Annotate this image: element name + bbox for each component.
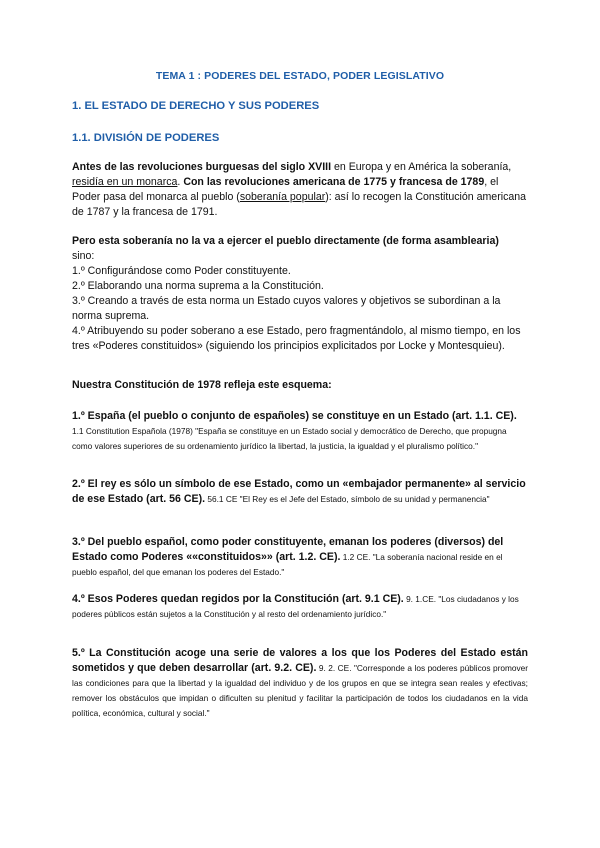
intro-text-1: en Europa y en América la soberanía, [331,161,512,173]
section-heading: 1. EL ESTADO DE DERECHO Y SUS PODERES [72,100,320,112]
list-item: 2.º Elaborando una norma suprema a la Constitución. [72,280,324,292]
list-item: 4.º Atribuyendo su poder soberano a ese Estado, pero fragmentándolo, al mismo tiempo, en los tres «Poderes constituidos» (siguiendo los principios explicitados por Locke y Montesquieu). [72,325,521,352]
intro-bold-2: Con las revoluciones americana de 1775 y francesa de 1789 [183,176,485,188]
intro-underline-1: residía en un monarca [72,176,178,188]
list-item: 3.º Creando a través de esta norma un Estado cuyos valores y objetivos se subordinan a la norma suprema. [72,295,501,322]
point-4-bold: 4.º Esos Poderes quedan regidos por la Constitución (art. 9.1 CE). [72,593,404,605]
point-1-quote: 1.1 Constitution Española (1978) "España se constituye en un Estado social y democrático de Derecho, que propugna como valores superiores de su ordenamiento jurídico la libertad, la justicia, la igualdad y el pluralismo político." [72,426,507,451]
intro-text-3: , el Poder pasa del monarca al pueblo ( [72,176,499,203]
point-4 [72,592,528,622]
paragraph-intro [72,160,528,220]
paragraph-scheme [72,378,528,393]
point-5 [72,646,528,721]
point-2-bold: 2.º El rey es sólo un símbolo de ese Estado, como un «embajador permanente» al servicio de ese Estado (art. 56 CE). [72,478,526,505]
sovereignty-sino: sino: [72,250,95,262]
intro-underline-2: soberanía popular [239,191,326,203]
paragraph-sovereignty [72,234,528,354]
point-3-quote: 1.2 CE. "La soberanía nacional reside en el pueblo español, del que emanan los poderes del Estado." [72,552,503,577]
document-title: TEMA 1 : PODERES DEL ESTADO, PODER LEGISLATIVO [155,70,445,82]
point-5-quote: 9. 2. CE. "Corresponde a los poderes públicos promover las condiciones para que la libertad y la igualdad del individuo y de los grupos en que se integra sean reales y efectivas; remover los obstáculos que impidan o dificulten su plenitud y facilitar la participación de todos los ciudadanos en la vida política, económica, cultural y social." [72,663,529,718]
sovereignty-lead: Pero esta soberanía no la va a ejercer el pueblo directamente (de forma asamblearia) [72,235,499,247]
list-item: 1.º Configurándose como Poder constituyente. [72,265,291,277]
scheme-bold: Nuestra Constitución de 1978 refleja este esquema: [72,379,332,391]
point-2-quote: 56.1 CE "El Rey es el Jefe del Estado, símbolo de su unidad y permanencia" [205,494,490,504]
intro-text-4: ): así lo recogen la Constitución americana de 1787 y la francesa de 1791. [72,191,527,218]
point-1-bold: 1.º España (el pueblo o conjunto de españoles) se constituye en un Estado (art. 1.1. CE). [72,410,517,422]
point-4-quote: 9. 1.CE. "Los ciudadanos y los poderes públicos están sujetos a la Constitución y al resto del ordenamiento jurídico." [72,594,519,619]
subsection-heading: 1.1. DIVISIÓN DE PODERES [72,132,220,144]
point-5-bold: 5.º La Constitución acoge una serie de valores a los que los Poderes del Estado están sometidos y que deben desarrollar (art. 9.2. CE). [72,647,528,674]
intro-bold-1: Antes de las revoluciones burguesas del siglo XVIII [72,161,332,173]
intro-text-2: . [177,176,184,188]
point-3-bold: 3.º Del pueblo español, como poder constituyente, emanan los poderes (diversos) del Estado como Poderes ««constituidos»» (art. 1.2. CE). [72,536,504,563]
point-1 [72,409,528,454]
sovereignty-list [72,264,528,354]
point-3 [72,535,528,580]
point-2 [72,477,528,507]
